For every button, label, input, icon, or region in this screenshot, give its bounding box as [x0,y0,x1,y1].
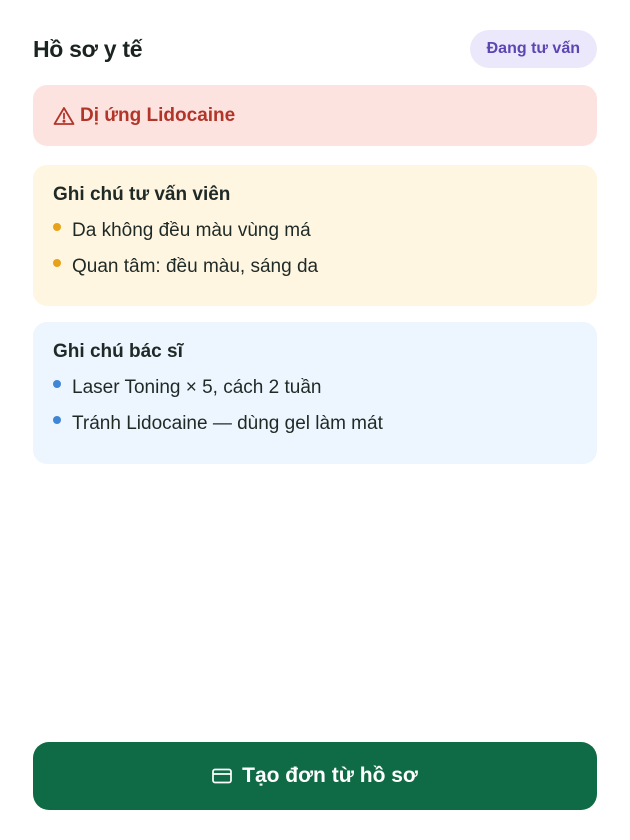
note-text: Tránh Lidocaine — dùng gel làm mát [72,413,383,434]
bullet-dot-icon [53,416,61,424]
consultant-notes-title: Ghi chú tư vấn viên [53,184,231,205]
list-item [53,412,577,436]
allergy-alert [33,85,597,146]
consultant-notes-card [33,165,597,306]
create-order-button[interactable] [33,742,597,810]
bullet-dot-icon [53,259,61,267]
note-text: Da không đều màu vùng má [72,220,311,241]
note-text: Laser Toning × 5, cách 2 tuần [72,377,322,398]
bullet-dot-icon [53,223,61,231]
status-badge: Đang tư vấn [470,30,597,68]
list-item [53,219,577,243]
doctor-notes-title: Ghi chú bác sĩ [53,341,183,362]
bullet-dot-icon [53,380,61,388]
list-item [53,376,577,400]
header [33,30,597,68]
warning-icon [53,106,75,126]
list-item [53,255,577,279]
create-order-label: Tạo đơn từ hồ sơ [242,764,418,787]
note-text: Quan tâm: đều màu, sáng da [72,256,319,277]
consultant-notes-list [53,219,577,279]
credit-card-icon [212,768,232,784]
doctor-notes-list [53,376,577,436]
page-title: Hồ sơ y tế [33,35,143,62]
allergy-text: Dị ứng Lidocaine [80,104,236,126]
doctor-notes-card [33,322,597,464]
